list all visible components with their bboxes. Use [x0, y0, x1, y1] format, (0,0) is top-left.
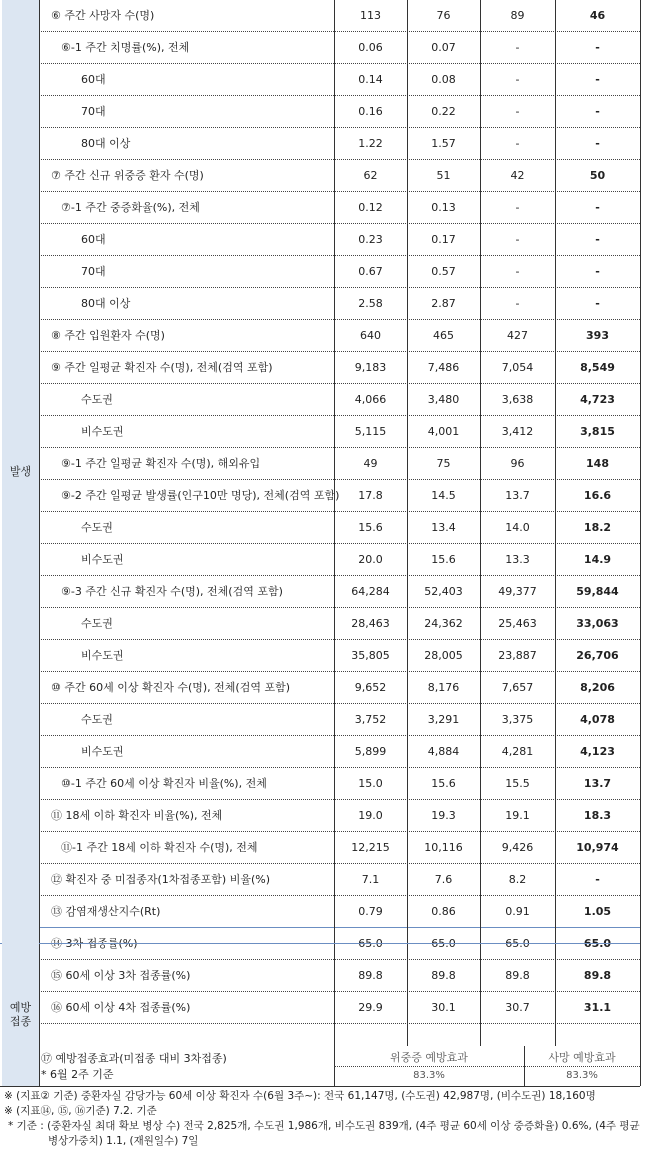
value-cell-4: 33,063	[576, 617, 619, 630]
table-row	[39, 96, 640, 128]
value-cell-3: 30.7	[505, 1001, 530, 1014]
row-label: ⑩ 주간 60세 이상 확진자 수(명), 전체(검역 포함)	[51, 681, 291, 694]
value-cell-3: -	[515, 297, 520, 310]
value-cell-3: -	[515, 265, 520, 278]
value-cell-1: 7.1	[361, 873, 380, 886]
value-cell-2: 14.5	[431, 489, 456, 502]
row-label: 수도권	[81, 521, 113, 534]
value-cell-3: 3,375	[501, 713, 534, 726]
value-cell-4: -	[595, 73, 600, 86]
category-vaccination: 예방 접종	[2, 943, 39, 1086]
column-divider	[407, 0, 408, 1046]
row-label: ⑪ 18세 이하 확진자 비율(%), 전체	[51, 809, 223, 822]
row-label: ⑮ 60세 이상 3차 접종률(%)	[51, 969, 191, 982]
value-cell-1: 0.67	[358, 265, 383, 278]
value-cell-3: 49,377	[498, 585, 537, 598]
value-cell-1: 640	[360, 329, 381, 342]
value-cell-2: 1.57	[431, 137, 456, 150]
value-cell-2: 15.6	[431, 777, 456, 790]
row-label: 비수도권	[81, 745, 124, 758]
value-cell-2: 51	[436, 169, 451, 182]
vaccine-effect-note: * 6월 2주 기준	[41, 1068, 114, 1081]
row-label: ⑧ 주간 입원환자 수(명)	[51, 329, 165, 342]
value-cell-2: 7,486	[427, 361, 460, 374]
table-row	[39, 576, 640, 608]
row-label: ⑯ 60세 이상 4차 접종률(%)	[51, 1001, 191, 1014]
row-label: ⑫ 확진자 중 미접종자(1차접종포함) 비율(%)	[51, 873, 270, 886]
value-cell-1: 15.6	[358, 521, 383, 534]
value-cell-1: 9,183	[354, 361, 387, 374]
value-cell-4: 3,815	[580, 425, 615, 438]
value-cell-1: 15.0	[358, 777, 383, 790]
value-cell-2: 3,480	[427, 393, 460, 406]
value-cell-4: 148	[586, 457, 609, 470]
value-cell-3: 13.7	[505, 489, 530, 502]
value-cell-3: 8.2	[508, 873, 527, 886]
row-label: ⑩-1 주간 60세 이상 확진자 비율(%), 전체	[61, 777, 267, 790]
value-cell-2: 65.0	[431, 937, 456, 950]
value-cell-2: 0.07	[431, 41, 456, 54]
value-cell-2: 0.86	[431, 905, 456, 918]
value-cell-4: -	[595, 201, 600, 214]
table-row	[39, 0, 640, 32]
row-label: ⑨-3 주간 신규 확진자 수(명), 전체(검역 포함)	[61, 585, 283, 598]
value-cell-3: 14.0	[505, 521, 530, 534]
value-cell-3: 7,054	[501, 361, 534, 374]
value-cell-3: 9,426	[501, 841, 534, 854]
value-cell-2: 4,001	[427, 425, 460, 438]
table-row	[39, 64, 640, 96]
category-occurrence: 발생	[2, 0, 39, 943]
value-cell-1: 1.22	[358, 137, 383, 150]
value-cell-1: 62	[363, 169, 378, 182]
value-cell-1: 5,115	[354, 425, 387, 438]
value-cell-3: 19.1	[505, 809, 530, 822]
value-cell-4: 8,549	[580, 361, 615, 374]
value-cell-2: 30.1	[431, 1001, 456, 1014]
value-cell-2: 24,362	[424, 617, 463, 630]
table-row	[39, 224, 640, 256]
table-row	[39, 960, 640, 992]
column-divider	[480, 0, 481, 1046]
value-cell-3: 3,638	[501, 393, 534, 406]
table-row	[39, 800, 640, 832]
value-cell-4: 4,123	[580, 745, 615, 758]
row-label: ⑭ 3차 접종률(%)	[51, 937, 138, 950]
severe-effect-value: 83.3%	[413, 1070, 445, 1081]
value-cell-4: -	[595, 105, 600, 118]
value-cell-3: 89.8	[505, 969, 530, 982]
value-cell-1: 12,215	[351, 841, 390, 854]
table-row	[39, 288, 640, 320]
value-cell-1: 3,752	[354, 713, 387, 726]
value-cell-3: -	[515, 233, 520, 246]
value-cell-1: 113	[360, 9, 381, 22]
value-cell-2: 2.87	[431, 297, 456, 310]
value-cell-1: 35,805	[351, 649, 390, 662]
value-cell-1: 0.79	[358, 905, 383, 918]
value-cell-2: 3,291	[427, 713, 460, 726]
column-divider	[39, 0, 40, 1086]
table-row	[39, 736, 640, 768]
table-row	[39, 864, 640, 896]
row-label: ⑦ 주간 신규 위중증 환자 수(명)	[51, 169, 204, 182]
value-cell-2: 4,884	[427, 745, 460, 758]
value-cell-4: 46	[589, 9, 606, 22]
table-row	[39, 448, 640, 480]
value-cell-4: 26,706	[576, 649, 619, 662]
value-cell-4: 18.3	[583, 809, 612, 822]
footnotes	[4, 1089, 648, 1149]
value-cell-2: 7.6	[434, 873, 453, 886]
footnote-criteria: * 기준 : (중환자실 최대 확보 병상 수) 전국 2,825개, 수도권 1,986개, 비수도권 839개, (4주 평균 60세 이상 중증화율) 0.6%, (4주 평균	[8, 1120, 640, 1132]
value-cell-1: 0.23	[358, 233, 383, 246]
row-label: 60대	[81, 233, 106, 246]
value-cell-2: 76	[436, 9, 451, 22]
value-cell-4: 65.0	[583, 937, 612, 950]
value-cell-1: 4,066	[354, 393, 387, 406]
value-cell-3: -	[515, 105, 520, 118]
value-cell-1: 17.8	[358, 489, 383, 502]
column-divider	[334, 0, 335, 1086]
row-label: 비수도권	[81, 649, 124, 662]
value-cell-2: 0.17	[431, 233, 456, 246]
value-cell-4: 4,723	[580, 393, 615, 406]
footnote-icu: ※ (지표② 기준) 중환자실 감당가능 60세 이상 확진자 수(6월 3주~): 전국 61,147명, (수도권) 42,987명, (비수도권) 18,160명	[4, 1090, 596, 1102]
row-label: 70대	[81, 265, 106, 278]
value-cell-1: 0.12	[358, 201, 383, 214]
row-label: 70대	[81, 105, 106, 118]
value-cell-1: 65.0	[358, 937, 383, 950]
row-label: 수도권	[81, 713, 113, 726]
severe-effect-header: 위중증 예방효과	[390, 1051, 468, 1064]
value-cell-4: 89.8	[583, 969, 612, 982]
value-cell-4: -	[595, 233, 600, 246]
table-row	[39, 512, 640, 544]
section-divider	[0, 943, 640, 944]
value-cell-3: 0.91	[505, 905, 530, 918]
value-cell-3: 15.5	[505, 777, 530, 790]
value-cell-1: 29.9	[358, 1001, 383, 1014]
value-cell-4: 14.9	[583, 553, 612, 566]
value-cell-1: 5,899	[354, 745, 387, 758]
value-cell-2: 0.57	[431, 265, 456, 278]
table-row	[39, 160, 640, 192]
value-cell-4: -	[595, 873, 600, 886]
table-row	[39, 480, 640, 512]
death-effect-header: 사망 예방효과	[548, 1051, 616, 1064]
table-row	[39, 768, 640, 800]
value-cell-4: 10,974	[576, 841, 619, 854]
value-cell-4: 16.6	[583, 489, 612, 502]
value-cell-1: 49	[363, 457, 378, 470]
value-cell-1: 64,284	[351, 585, 390, 598]
row-label: ⑦-1 주간 중증화율(%), 전체	[61, 201, 200, 214]
row-label: ⑪-1 주간 18세 이하 확진자 수(명), 전체	[61, 841, 258, 854]
value-cell-1: 0.16	[358, 105, 383, 118]
column-divider	[640, 0, 641, 1086]
value-cell-3: 65.0	[505, 937, 530, 950]
value-cell-1: 28,463	[351, 617, 390, 630]
value-cell-4: 50	[589, 169, 606, 182]
table-row	[39, 384, 640, 416]
table-row	[39, 256, 640, 288]
value-cell-2: 465	[433, 329, 454, 342]
value-cell-3: 7,657	[501, 681, 534, 694]
value-cell-2: 89.8	[431, 969, 456, 982]
table-row	[39, 128, 640, 160]
value-cell-4: -	[595, 137, 600, 150]
value-cell-3: -	[515, 41, 520, 54]
row-label: ⑨ 주간 일평균 확진자 수(명), 전체(검역 포함)	[51, 361, 273, 374]
table-row	[39, 896, 640, 928]
value-cell-3: 13.3	[505, 553, 530, 566]
table-row	[39, 992, 640, 1024]
value-cell-2: 52,403	[424, 585, 463, 598]
value-cell-1: 89.8	[358, 969, 383, 982]
value-cell-4: 1.05	[583, 905, 612, 918]
table-row	[39, 608, 640, 640]
value-cell-4: -	[595, 41, 600, 54]
row-label: 수도권	[81, 617, 113, 630]
row-label: 비수도권	[81, 553, 124, 566]
table-row	[39, 544, 640, 576]
value-cell-4: 8,206	[580, 681, 615, 694]
value-cell-3: -	[515, 201, 520, 214]
value-cell-3: -	[515, 73, 520, 86]
death-effect-value: 83.3%	[566, 1070, 598, 1081]
value-cell-2: 75	[436, 457, 451, 470]
value-cell-2: 28,005	[424, 649, 463, 662]
table-row	[39, 672, 640, 704]
value-cell-1: 2.58	[358, 297, 383, 310]
value-cell-4: -	[595, 297, 600, 310]
table-bottom-border	[0, 1086, 640, 1087]
value-cell-3: 3,412	[501, 425, 534, 438]
table-row	[39, 416, 640, 448]
column-divider	[555, 0, 556, 1046]
row-label: ⑥ 주간 사망자 수(명)	[51, 9, 155, 22]
value-cell-3: 42	[510, 169, 525, 182]
table-row	[39, 32, 640, 64]
table-row	[39, 704, 640, 736]
value-cell-1: 0.14	[358, 73, 383, 86]
row-label: 비수도권	[81, 425, 124, 438]
value-cell-2: 19.3	[431, 809, 456, 822]
row-label: 수도권	[81, 393, 113, 406]
value-cell-2: 0.22	[431, 105, 456, 118]
value-cell-3: 25,463	[498, 617, 537, 630]
row-label: ⑨-1 주간 일평균 확진자 수(명), 해외유입	[61, 457, 261, 470]
vaccine-effect-row	[39, 1046, 640, 1086]
value-cell-2: 13.4	[431, 521, 456, 534]
vaccine-effect-label: ⑰ 예방접종효과(미접종 대비 3차접종)	[41, 1052, 227, 1065]
value-cell-2: 10,116	[424, 841, 463, 854]
value-cell-1: 9,652	[354, 681, 387, 694]
value-cell-1: 0.06	[358, 41, 383, 54]
table-row	[39, 320, 640, 352]
value-cell-4: 4,078	[580, 713, 615, 726]
value-cell-3: -	[515, 137, 520, 150]
table-row	[39, 928, 640, 960]
value-cell-4: 59,844	[576, 585, 619, 598]
value-cell-4: 13.7	[583, 777, 612, 790]
value-cell-2: 15.6	[431, 553, 456, 566]
value-cell-2: 0.08	[431, 73, 456, 86]
footnote-vaccination-date: ※ (지표⑭, ⑮, ⑯기준) 7.2. 기준	[4, 1105, 157, 1117]
row-label: ⑨-2 주간 일평균 발생률(인구10만 명당), 전체(검역 포함)	[61, 489, 340, 502]
footnote-criteria-cont: 병상가중치) 1.1, (재원일수) 7일	[48, 1135, 199, 1147]
value-cell-3: 23,887	[498, 649, 537, 662]
table-row	[39, 192, 640, 224]
value-cell-2: 0.13	[431, 201, 456, 214]
row-label: ⑥-1 주간 치명률(%), 전체	[61, 41, 190, 54]
row-label: 80대 이상	[81, 297, 131, 310]
value-cell-3: 4,281	[501, 745, 534, 758]
table-row	[39, 352, 640, 384]
row-label: 80대 이상	[81, 137, 131, 150]
value-cell-3: 89	[510, 9, 525, 22]
row-label: 60대	[81, 73, 106, 86]
value-cell-1: 20.0	[358, 553, 383, 566]
value-cell-4: 393	[586, 329, 609, 342]
value-cell-4: -	[595, 265, 600, 278]
value-cell-4: 31.1	[583, 1001, 612, 1014]
value-cell-4: 18.2	[583, 521, 612, 534]
value-cell-3: 427	[507, 329, 528, 342]
table-row	[39, 832, 640, 864]
table-row	[39, 640, 640, 672]
value-cell-2: 8,176	[427, 681, 460, 694]
row-label: ⑬ 감염재생산지수(Rt)	[51, 905, 161, 918]
value-cell-1: 19.0	[358, 809, 383, 822]
value-cell-3: 96	[510, 457, 525, 470]
